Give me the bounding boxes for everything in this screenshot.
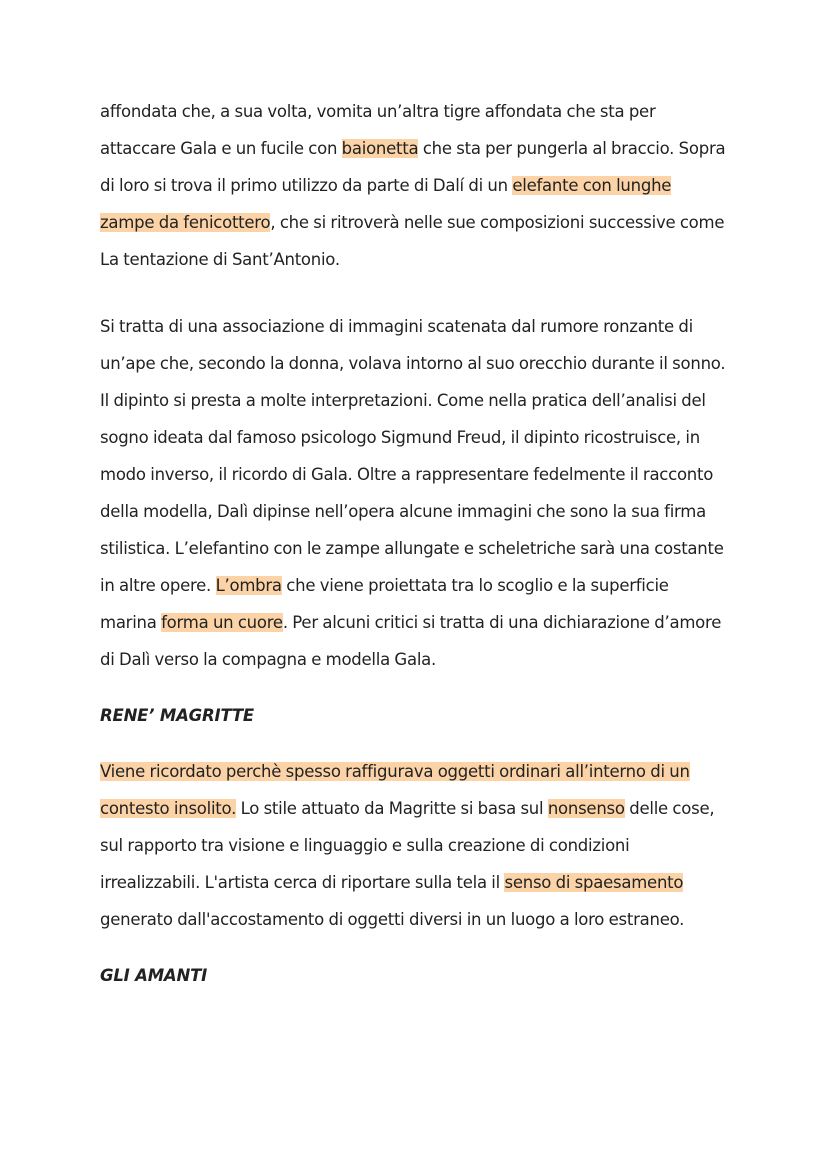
text-line — [100, 130, 740, 167]
paragraph-spacer — [100, 938, 740, 957]
text-line — [100, 901, 740, 938]
text-run: Si tratta di una associazione di immagini scatenata dal rumore ronzante di — [100, 317, 693, 336]
highlight-zampe: zampe da fenicottero — [100, 213, 271, 232]
highlight-ricordato: Viene ricordato perchè spesso raffigurava oggetti ordinari all’interno di un — [100, 762, 690, 781]
text-line — [100, 864, 740, 901]
section-heading-magritte: RENE’ MAGRITTE — [100, 706, 255, 725]
highlight-contesto: contesto insolito. — [100, 799, 237, 818]
text-run: in altre opere. — [100, 576, 216, 595]
text-run: che viene proiettata tra lo scoglio e la superficie — [281, 576, 669, 595]
text-run: . Per alcuni critici si tratta di una dichiarazione d’amore — [282, 613, 722, 632]
highlight-spaesamento: senso di spaesamento — [504, 873, 684, 892]
text-run: sul rapporto tra visione e linguaggio e sulla creazione di condizioni — [100, 836, 630, 855]
text-run: modo inverso, il ricordo di Gala. Oltre a rappresentare fedelmente il racconto — [100, 465, 714, 484]
text-run: sogno ideata dal famoso psicologo Sigmund Freud, il dipinto ricostruisce, in — [100, 428, 700, 447]
highlight-baionetta: baionetta — [341, 139, 419, 158]
text-line — [100, 419, 740, 456]
text-run: Il dipinto si presta a molte interpretazioni. Come nella pratica dell’analisi del — [100, 391, 706, 410]
text-line — [100, 382, 740, 419]
text-run: che sta per pungerla al braccio. Sopra — [418, 139, 726, 158]
text-line — [100, 204, 740, 241]
text-run: generato dall'accostamento di oggetti diversi in un luogo a loro estraneo. — [100, 910, 685, 929]
paragraph-dali-persistence — [100, 93, 740, 278]
text-line — [100, 790, 740, 827]
text-line — [100, 641, 740, 678]
text-line — [100, 493, 740, 530]
text-run: della modella, Dalì dipinse nell’opera alcune immagini che sono la sua firma — [100, 502, 706, 521]
paragraph-spacer — [100, 278, 740, 308]
text-run: delle cose, — [624, 799, 715, 818]
text-run: marina — [100, 613, 162, 632]
text-run: di Dalì verso la compagna e modella Gala. — [100, 650, 437, 669]
text-line — [100, 456, 740, 493]
text-run: di loro si trova il primo utilizzo da parte di Dalí di un — [100, 176, 513, 195]
paragraph-spacer — [100, 734, 740, 753]
paragraph-dali-interpretation — [100, 308, 740, 678]
text-run: stilistica. L’elefantino con le zampe allungate e scheletriche sarà una costante — [100, 539, 724, 558]
text-line — [100, 567, 740, 604]
highlight-cuore: forma un cuore — [161, 613, 283, 632]
text-run: Lo stile attuato da Magritte si basa sul — [236, 799, 548, 818]
text-line — [100, 93, 740, 130]
text-run: affondata che, a sua volta, vomita un’altra tigre affondata che sta per — [100, 102, 656, 121]
text-run: La tentazione di Sant’Antonio. — [100, 250, 340, 269]
paragraph-spacer — [100, 678, 740, 697]
text-line — [100, 167, 740, 204]
text-line — [100, 604, 740, 641]
text-run: irrealizzabili. L'artista cerca di riportare sulla tela il — [100, 873, 505, 892]
text-line — [100, 308, 740, 345]
document-page — [100, 93, 740, 994]
highlight-ombra: L’ombra — [215, 576, 282, 595]
highlight-elefante: elefante con lunghe — [512, 176, 672, 195]
paragraph-magritte — [100, 753, 740, 938]
highlight-nonsenso: nonsenso — [547, 799, 625, 818]
text-line — [100, 345, 740, 382]
text-line — [100, 530, 740, 567]
text-line — [100, 753, 740, 790]
text-run: , che si ritroverà nelle sue composizioni successive come — [270, 213, 725, 232]
text-line — [100, 827, 740, 864]
section-heading-gli-amanti: GLI AMANTI — [100, 966, 208, 985]
text-run: attaccare Gala e un fucile con — [100, 139, 342, 158]
text-line — [100, 241, 740, 278]
text-run: un’ape che, secondo la donna, volava intorno al suo orecchio durante il sonno. — [100, 354, 726, 373]
